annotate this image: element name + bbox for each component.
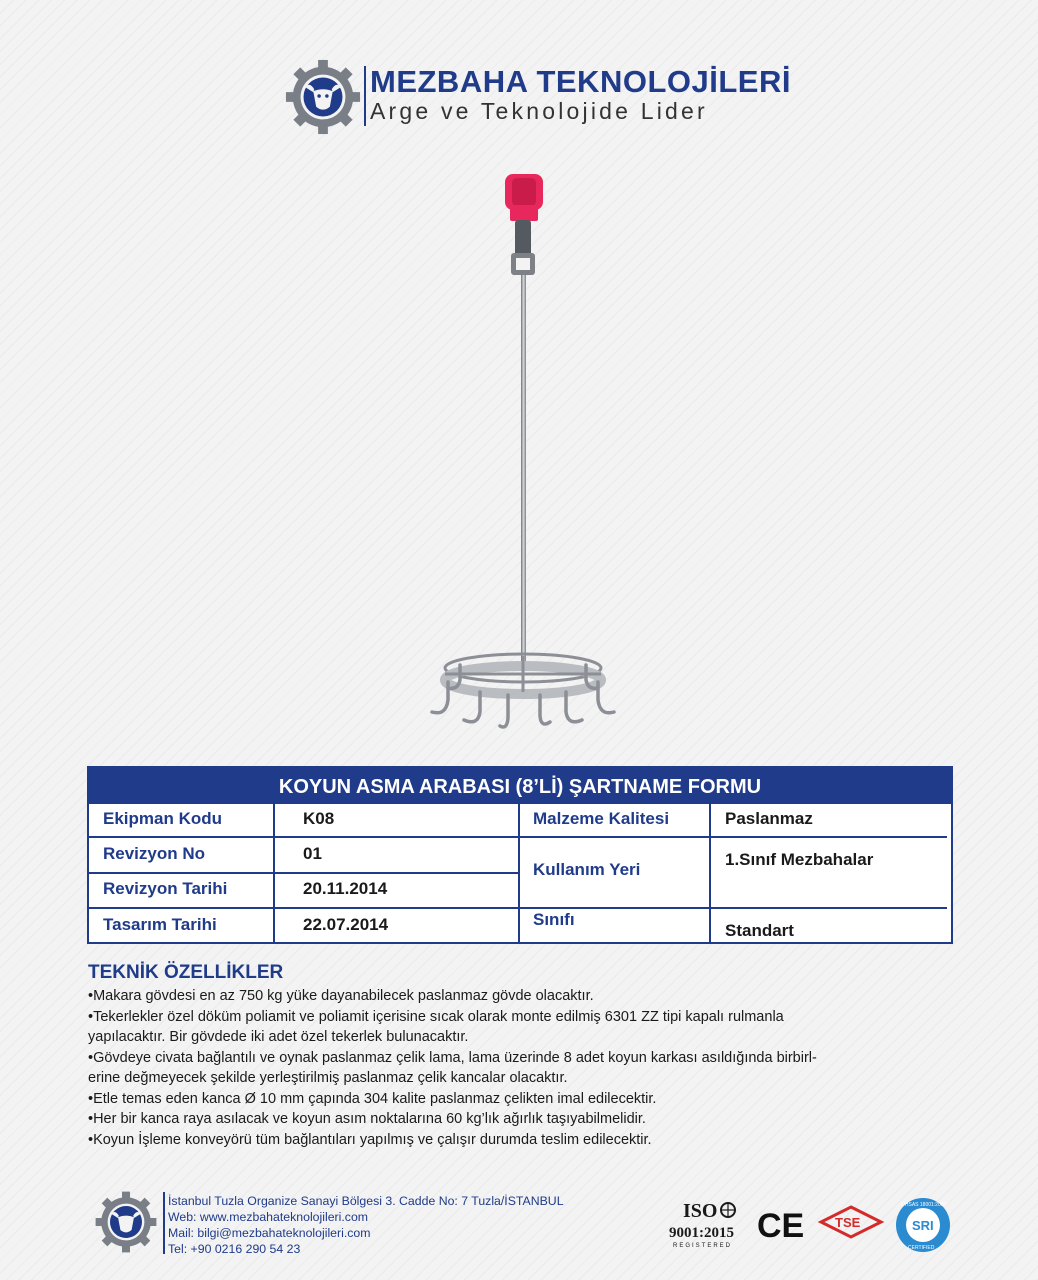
material-quality-label: Malzeme Kalitesi — [533, 809, 670, 828]
sri-logo — [896, 1198, 950, 1252]
features-list — [88, 986, 958, 1150]
grid-line — [89, 836, 519, 838]
feature-line: erine değmeyecek şekilde yerleştirilmiş paslanmaz çelik kancalar olacaktır. — [88, 1070, 568, 1086]
equipment-code-label: Ekipman Kodu — [103, 809, 223, 828]
email-link[interactable]: Mail: bilgi@mezbahateknolojileri.com — [168, 1226, 371, 1240]
revision-date-value: 20.11.2014 — [303, 879, 388, 898]
company-logo — [284, 58, 362, 136]
usage-place-label: Kullanım Yeri — [533, 860, 641, 879]
grid-line — [518, 836, 947, 838]
certificate-logos — [665, 1195, 955, 1255]
feature-line: •Makara gövdesi en az 750 kg yüke dayanabilecek paslanmaz gövde olacaktır. — [88, 988, 594, 1004]
grid-line — [89, 907, 947, 909]
feature-line: yapılacaktır. Bir gövdede iki adet özel tekerlek bulunacaktır. — [88, 1029, 469, 1045]
feature-line: •Her bir kanca raya asılacak ve koyun asım noktalarına 60 kg’lık ağırlık taşıyabilmelidir. — [88, 1111, 646, 1127]
tse-logo — [821, 1207, 881, 1237]
class-value: Standart — [725, 921, 794, 940]
address-text: İstanbul Tuzla Organize Sanayi Bölgesi 3. Cadde No: 7 Tuzla/İSTANBUL — [168, 1194, 564, 1208]
features-title: TEKNİK ÖZELLİKLER — [88, 962, 284, 983]
grid-line — [89, 872, 519, 874]
revision-no-label: Revizyon No — [103, 844, 206, 863]
iso-registered: REGISTERED — [673, 1243, 733, 1249]
sri-ring-bottom: CERTIFIED — [908, 1245, 935, 1251]
material-quality-value: Paslanmaz — [725, 809, 813, 828]
spec-form-table — [87, 766, 953, 944]
spec-form-grid — [89, 804, 951, 942]
spec-form-title: KOYUN ASMA ARABASI (8’Lİ) ŞARTNAME FORMU — [89, 768, 951, 804]
feature-line: •Tekerlekler özel döküm poliamit ve poliamit içerisine sıcak olarak monte edilmiş 6301 ZZ tipi kapalı rulmanla — [88, 1008, 784, 1025]
brand-slogan: Arge ve Teknolojide Lider — [370, 98, 708, 124]
equipment-code-value: K08 — [303, 809, 335, 828]
design-date-value: 22.07.2014 — [303, 915, 389, 934]
class-label: Sınıfı — [533, 910, 575, 929]
feature-line: •Koyun İşleme konveyörü tüm bağlantıları yapılmış ve çalışır durumda teslim edilecektir. — [88, 1131, 652, 1148]
product-illustration — [400, 160, 640, 750]
feature-line: •Gövdeye civata bağlantılı ve oynak paslanmaz çelik lama, lama üzerinde 8 adet koyun karkası asıldığında birbirl- — [88, 1049, 817, 1066]
website-link[interactable]: Web: www.mezbahateknolojileri.com — [168, 1210, 369, 1224]
brand-name: MEZBAHA TEKNOLOJİLERİ — [370, 64, 791, 99]
contact-info — [168, 1193, 564, 1257]
revision-no-value: 01 — [303, 844, 322, 863]
brand-divider — [364, 66, 366, 126]
iso-number: 9001:2015 — [669, 1225, 734, 1241]
phone-text: Tel: +90 0216 290 54 23 — [168, 1242, 301, 1256]
footer-logo — [94, 1190, 158, 1254]
sri-ring-top: OHSAS 18001:2007 — [901, 1202, 947, 1208]
usage-place-value: 1.Sınıf Mezbahalar — [725, 850, 874, 869]
design-date-label: Tasarım Tarihi — [103, 915, 217, 934]
sri-text: SRI — [912, 1218, 934, 1233]
revision-date-label: Revizyon Tarihi — [103, 879, 228, 898]
footer-divider — [163, 1192, 165, 1254]
tse-text: TSE — [835, 1215, 861, 1230]
feature-line: •Etle temas eden kanca Ø 10 mm çapında 304 kalite paslanmaz çelikten imal edilecektir. — [88, 1090, 657, 1107]
iso-logo — [669, 1200, 735, 1249]
ce-mark: CE — [757, 1207, 805, 1245]
iso-top: ISO — [683, 1200, 718, 1222]
